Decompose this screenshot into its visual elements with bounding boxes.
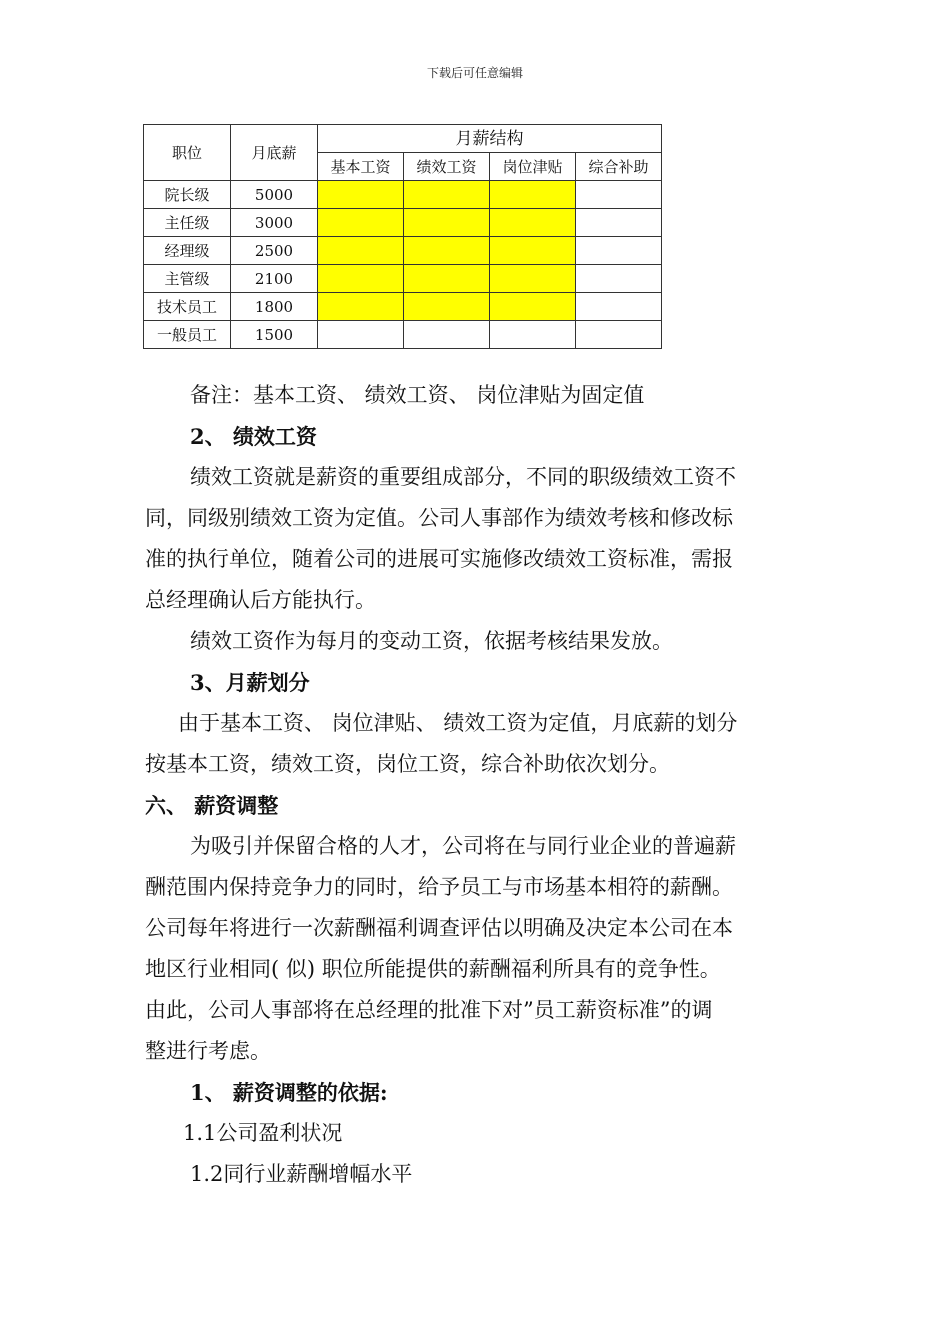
chapter-heading-salary-adjustment: 六、 薪资调整	[145, 793, 279, 818]
header-salary-structure: 月薪结构	[318, 125, 662, 153]
cell-highlight	[404, 181, 490, 209]
list-item: 1.1公司盈利状况	[183, 1121, 343, 1145]
paragraph-line: 由此，公司人事部将在总经理的批准下对”员工薪资标准”的调	[145, 998, 713, 1022]
cell-empty	[576, 181, 662, 209]
paragraph-line: 按基本工资，绩效工资，岗位工资，综合补助依次划分。	[145, 752, 670, 776]
paragraph-line: 同，同级别绩效工资为定值。公司人事部作为绩效考核和修改标	[145, 506, 733, 530]
table-row	[144, 321, 662, 349]
salary-table	[143, 124, 662, 349]
cell-empty	[318, 321, 404, 349]
subheader-performance-wage: 绩效工资	[404, 153, 490, 181]
paragraph-line: 总经理确认后方能执行。	[145, 588, 376, 612]
cell-position: 主任级	[144, 209, 231, 237]
header-base-salary: 月底薪	[231, 125, 318, 181]
cell-empty	[576, 293, 662, 321]
table-row	[144, 209, 662, 237]
subheader-comprehensive-subsidy: 综合补助	[576, 153, 662, 181]
cell-base: 1500	[231, 321, 318, 349]
cell-position: 主管级	[144, 265, 231, 293]
cell-highlight	[318, 265, 404, 293]
cell-highlight	[490, 293, 576, 321]
cell-highlight	[318, 293, 404, 321]
cell-position: 经理级	[144, 237, 231, 265]
cell-position: 院长级	[144, 181, 231, 209]
section-heading-adjustment-basis: 1、 薪资调整的依据:	[190, 1080, 388, 1105]
cell-empty	[576, 321, 662, 349]
cell-empty	[490, 321, 576, 349]
paragraph-line: 酬范围内保持竞争力的同时，给予员工与市场基本相符的薪酬。	[145, 875, 733, 899]
section-heading-monthly-division: 3、月薪划分	[190, 670, 310, 695]
cell-base: 2100	[231, 265, 318, 293]
paragraph-line: 准的执行单位，随着公司的进展可实施修改绩效工资标准，需报	[145, 547, 733, 571]
cell-empty	[576, 209, 662, 237]
paragraph-line: 绩效工资作为每月的变动工资，依据考核结果发放。	[190, 629, 673, 653]
paragraph-line: 整进行考虑。	[145, 1039, 271, 1063]
cell-highlight	[404, 237, 490, 265]
cell-highlight	[318, 237, 404, 265]
table-row	[144, 293, 662, 321]
cell-base: 5000	[231, 181, 318, 209]
cell-highlight	[490, 265, 576, 293]
cell-position: 一般员工	[144, 321, 231, 349]
paragraph-line: 绩效工资就是薪资的重要组成部分，不同的职级绩效工资不	[190, 465, 736, 489]
cell-base: 1800	[231, 293, 318, 321]
subheader-basic-wage: 基本工资	[318, 153, 404, 181]
section-heading-performance: 2、 绩效工资	[190, 424, 317, 449]
cell-highlight	[404, 293, 490, 321]
header-position: 职位	[144, 125, 231, 181]
list-item: 1.2同行业薪酬增幅水平	[190, 1162, 413, 1186]
table-row	[144, 265, 662, 293]
cell-base: 2500	[231, 237, 318, 265]
table-row	[144, 237, 662, 265]
paragraph-line: 地区行业相同( 似) 职位所能提供的薪酬福利所具有的竞争性。	[145, 957, 721, 981]
paragraph-line: 为吸引并保留合格的人才，公司将在与同行业企业的普遍薪	[190, 834, 736, 858]
cell-empty	[404, 321, 490, 349]
cell-base: 3000	[231, 209, 318, 237]
cell-highlight	[490, 209, 576, 237]
cell-empty	[576, 265, 662, 293]
cell-highlight	[404, 265, 490, 293]
cell-highlight	[490, 237, 576, 265]
subheader-post-allowance: 岗位津贴	[490, 153, 576, 181]
cell-highlight	[490, 181, 576, 209]
cell-position: 技术员工	[144, 293, 231, 321]
cell-highlight	[404, 209, 490, 237]
cell-highlight	[318, 209, 404, 237]
table-row	[144, 181, 662, 209]
page-header: 下载后可任意编辑	[426, 66, 523, 80]
paragraph-line: 公司每年将进行一次薪酬福利调查评估以明确及决定本公司在本	[145, 916, 733, 940]
table-note: 备注：基本工资、 绩效工资、 岗位津贴为固定值	[190, 383, 645, 407]
cell-highlight	[318, 181, 404, 209]
paragraph-line: 由于基本工资、 岗位津贴、 绩效工资为定值，月底薪的划分	[178, 711, 738, 735]
cell-empty	[576, 237, 662, 265]
